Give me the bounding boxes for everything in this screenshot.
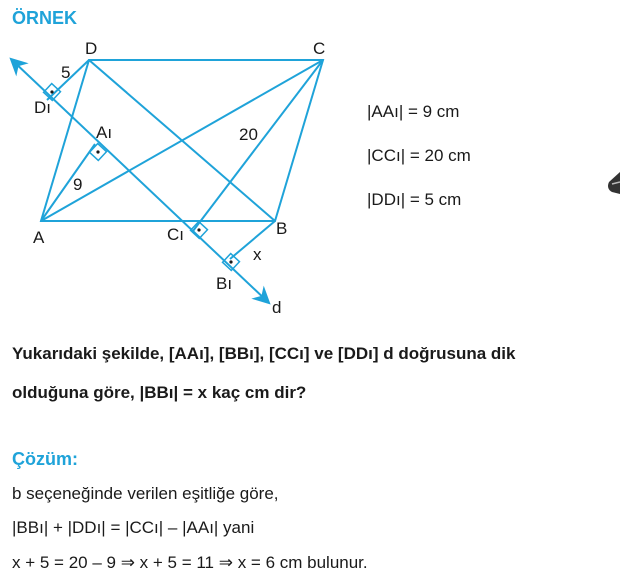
given-aa: |AAı| = 9 cm: [367, 102, 460, 121]
solution-line-2: |BBı| + |DDı| = |CCı| – |AAı| yani: [12, 518, 255, 537]
question-line-1: Yukarıdaki şekilde, [AAı], [BBı], [CCı] ve [DDı] d doğrusuna dik: [12, 344, 516, 363]
label-d: D: [85, 39, 98, 58]
label-len-x: x: [253, 245, 262, 264]
label-c: C: [313, 39, 326, 58]
given-cc: |CCı| = 20 cm: [367, 146, 471, 165]
perp-aa: [41, 144, 95, 221]
label-a-prime: Aı: [96, 123, 113, 142]
question-line-2: olduğuna göre, |BBı| = x kaç cm dir?: [12, 383, 307, 402]
label-len-20: 20: [239, 125, 258, 144]
label-len-5: 5: [61, 63, 71, 82]
label-d-prime: Dı: [34, 98, 51, 117]
solution-line-1: b seçeneğinde verilen eşitliğe göre,: [12, 484, 279, 503]
label-b: B: [276, 219, 288, 238]
solution-heading: Çözüm:: [12, 449, 78, 469]
label-b-prime: Bı: [216, 274, 233, 293]
label-line-d: d: [272, 298, 282, 317]
example-heading: ÖRNEK: [12, 8, 78, 28]
label-len-9: 9: [73, 175, 83, 194]
parallelogram-figure: [0, 0, 340, 330]
label-c-prime: Cı: [167, 225, 184, 244]
pencil-icon: [606, 172, 620, 194]
label-a: A: [33, 228, 45, 247]
given-dd: |DDı| = 5 cm: [367, 190, 462, 209]
solution-line-3: x + 5 = 20 – 9 ⇒ x + 5 = 11 ⇒ x = 6 cm bulunur.: [12, 553, 368, 572]
